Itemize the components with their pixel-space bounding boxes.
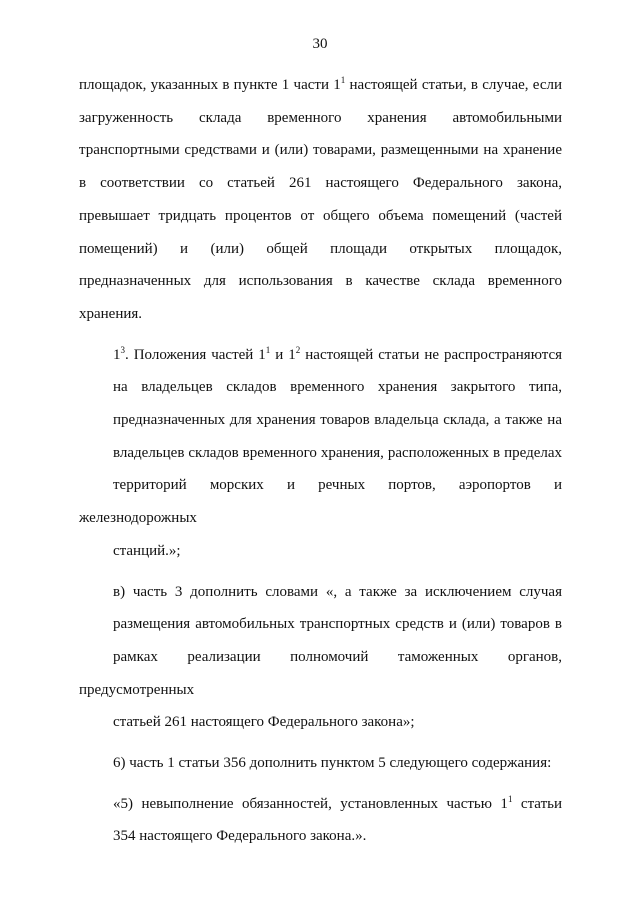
text-segment: в) часть 3 дополнить словами «, а также за исключением случая xyxy=(113,583,562,600)
text-segment: «5) невыполнение обязанностей, установленных частью 1 xyxy=(113,795,508,812)
text-segment: в соответствии со статьей 261 настоящего Федерального закона, xyxy=(79,175,562,192)
page-number: 30 xyxy=(312,36,328,52)
text-line xyxy=(79,747,562,780)
text-line xyxy=(79,576,562,609)
text-line xyxy=(79,200,562,233)
text-line xyxy=(79,820,562,853)
superscript: 3 xyxy=(120,344,125,355)
text-segment: предназначенных для хранения товаров владельца склада, а также на xyxy=(113,412,562,429)
text-segment: 6) часть 1 статьи 356 дополнить пунктом 5 следующего содержания: xyxy=(113,755,552,772)
text-segment: помещений) и (или) общей площади открытых площадок, xyxy=(79,240,562,257)
text-line xyxy=(79,298,562,331)
text-line xyxy=(79,265,562,298)
text-line xyxy=(79,167,562,200)
text-segment: владельцев складов временного хранения, расположенных в пределах xyxy=(113,444,562,461)
paragraph xyxy=(79,788,562,853)
document-body xyxy=(79,69,562,861)
text-segment: 354 настоящего Федерального закона.». xyxy=(113,828,367,845)
text-line xyxy=(79,102,562,135)
text-segment: 1 xyxy=(113,346,121,363)
text-segment: территорий морских и речных портов, аэропортов и железнодорожных xyxy=(79,477,562,527)
text-line xyxy=(79,134,562,167)
text-line xyxy=(79,641,562,706)
text-line xyxy=(79,469,562,534)
paragraph xyxy=(79,747,562,780)
text-segment: статьей 261 настоящего Федерального закона»; xyxy=(113,714,415,731)
text-line xyxy=(79,371,562,404)
text-line xyxy=(79,69,562,102)
text-segment: . Положения частей 1 xyxy=(125,346,266,363)
text-segment: хранения. xyxy=(79,305,143,322)
text-line xyxy=(79,404,562,437)
text-segment: площадок, указанных в пункте 1 части 1 xyxy=(79,77,341,93)
text-segment: предназначенных для использования в качестве склада временного xyxy=(79,273,562,290)
text-segment: станций.»; xyxy=(113,542,181,559)
superscript: 1 xyxy=(265,344,271,355)
superscript: 1 xyxy=(340,75,346,85)
paragraph xyxy=(79,339,562,568)
text-line xyxy=(79,706,562,739)
text-segment: и 1 xyxy=(270,346,296,363)
paragraph xyxy=(79,576,562,740)
superscript: 1 xyxy=(507,793,513,804)
text-segment: настоящей статьи, в случае, если xyxy=(345,77,562,93)
text-line xyxy=(79,339,562,372)
text-line xyxy=(79,535,562,568)
text-segment: статьи xyxy=(512,795,562,812)
text-segment: рамках реализации полномочий таможенных органов, предусмотренных xyxy=(79,648,562,698)
paragraph xyxy=(79,69,562,331)
text-line xyxy=(79,437,562,470)
text-segment: настоящей статьи не распространяются xyxy=(300,346,563,363)
text-line xyxy=(79,608,562,641)
text-segment: на владельцев складов временного хранения закрытого типа, xyxy=(113,379,562,396)
text-segment: загруженность склада временного хранения автомобильными xyxy=(79,109,562,126)
text-segment: превышает тридцать процентов от общего объема помещений (частей xyxy=(79,207,562,224)
text-segment: размещения автомобильных транспортных средств и (или) товаров в xyxy=(113,616,562,633)
text-line xyxy=(79,233,562,266)
superscript: 2 xyxy=(295,344,301,355)
text-line xyxy=(79,788,562,821)
text-segment: транспортными средствами и (или) товарами, размещенными на хранение xyxy=(79,142,562,159)
